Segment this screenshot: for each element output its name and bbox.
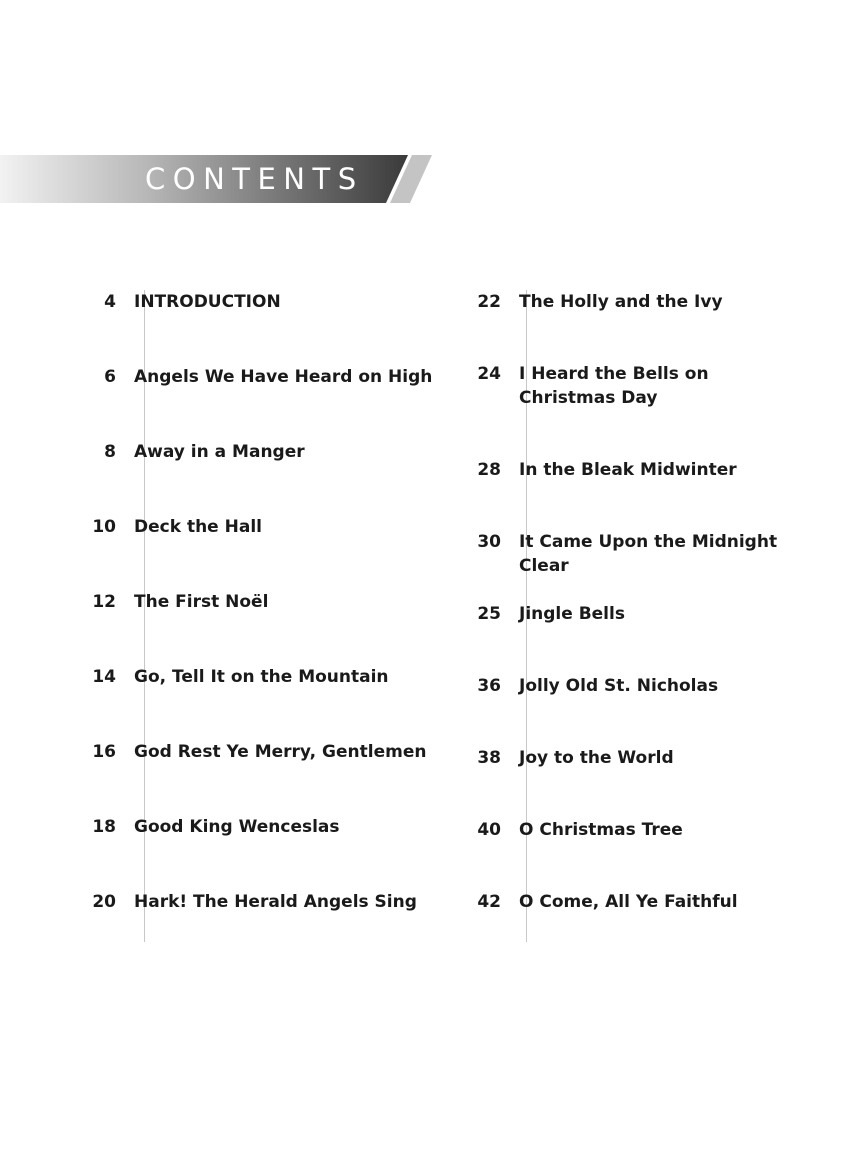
toc-title: In the Bleak Midwinter bbox=[519, 460, 737, 480]
toc-entry[interactable] bbox=[70, 590, 444, 614]
toc-page-number: 10 bbox=[92, 517, 116, 537]
toc-page-number: 8 bbox=[104, 442, 116, 462]
toc-entry[interactable] bbox=[70, 890, 444, 914]
toc-page-number: 16 bbox=[92, 742, 116, 762]
toc-title: I Heard the Bells on Christmas Day bbox=[519, 364, 709, 408]
toc-title: Jolly Old St. Nicholas bbox=[519, 676, 719, 696]
toc-title: Hark! The Herald Angels Sing bbox=[134, 892, 417, 912]
toc-title: Go, Tell It on the Mountain bbox=[134, 667, 389, 687]
toc-entry[interactable] bbox=[455, 818, 819, 842]
toc-page-number: 42 bbox=[477, 892, 501, 912]
toc-title: O Christmas Tree bbox=[519, 820, 683, 840]
toc-title: INTRODUCTION bbox=[134, 292, 281, 312]
toc-title: Angels We Have Heard on High bbox=[134, 367, 433, 387]
toc-entry[interactable] bbox=[455, 674, 819, 698]
toc-title: Joy to the World bbox=[519, 748, 674, 768]
toc-page-number: 28 bbox=[477, 460, 501, 480]
toc-page-number: 36 bbox=[477, 676, 501, 696]
page-title: CONTENTS bbox=[145, 162, 364, 196]
toc-entry[interactable] bbox=[455, 458, 819, 482]
toc-entry[interactable] bbox=[70, 515, 444, 539]
toc-entry[interactable] bbox=[70, 665, 444, 689]
toc-page-number: 6 bbox=[104, 367, 116, 387]
toc-title: The Holly and the Ivy bbox=[519, 292, 723, 312]
toc-entry[interactable] bbox=[70, 290, 444, 314]
toc-title: It Came Upon the Midnight Clear bbox=[519, 532, 778, 576]
toc-title: Deck the Hall bbox=[134, 517, 262, 537]
toc-title: Good King Wenceslas bbox=[134, 817, 340, 837]
toc-page-number: 14 bbox=[92, 667, 116, 687]
toc-entry[interactable] bbox=[70, 740, 444, 764]
contents-banner bbox=[0, 155, 432, 203]
toc-title: Away in a Manger bbox=[134, 442, 305, 462]
toc-page-number: 18 bbox=[92, 817, 116, 837]
toc-entry[interactable] bbox=[70, 440, 444, 464]
toc-page-number: 20 bbox=[92, 892, 116, 912]
toc-entry[interactable] bbox=[455, 362, 709, 410]
toc-title: God Rest Ye Merry, Gentlemen bbox=[134, 742, 427, 762]
toc-page-number: 30 bbox=[477, 532, 501, 552]
toc-title: Jingle Bells bbox=[519, 604, 625, 624]
toc-entry[interactable] bbox=[455, 530, 819, 578]
toc-page-number: 22 bbox=[477, 292, 501, 312]
toc-page-number: 4 bbox=[104, 292, 116, 312]
toc-title: The First Noël bbox=[134, 592, 269, 612]
toc-page-number: 25 bbox=[477, 604, 501, 624]
toc-title: O Come, All Ye Faithful bbox=[519, 892, 738, 912]
toc-entry[interactable] bbox=[455, 290, 819, 314]
toc-page-number: 40 bbox=[477, 820, 501, 840]
toc-entry[interactable] bbox=[70, 815, 444, 839]
toc-entry[interactable] bbox=[455, 746, 819, 770]
toc-entry[interactable] bbox=[455, 602, 819, 626]
toc-entry[interactable] bbox=[70, 365, 444, 389]
toc-page-number: 24 bbox=[477, 364, 501, 384]
toc-entry[interactable] bbox=[455, 890, 819, 914]
toc-page-number: 38 bbox=[477, 748, 501, 768]
toc-page-number: 12 bbox=[92, 592, 116, 612]
